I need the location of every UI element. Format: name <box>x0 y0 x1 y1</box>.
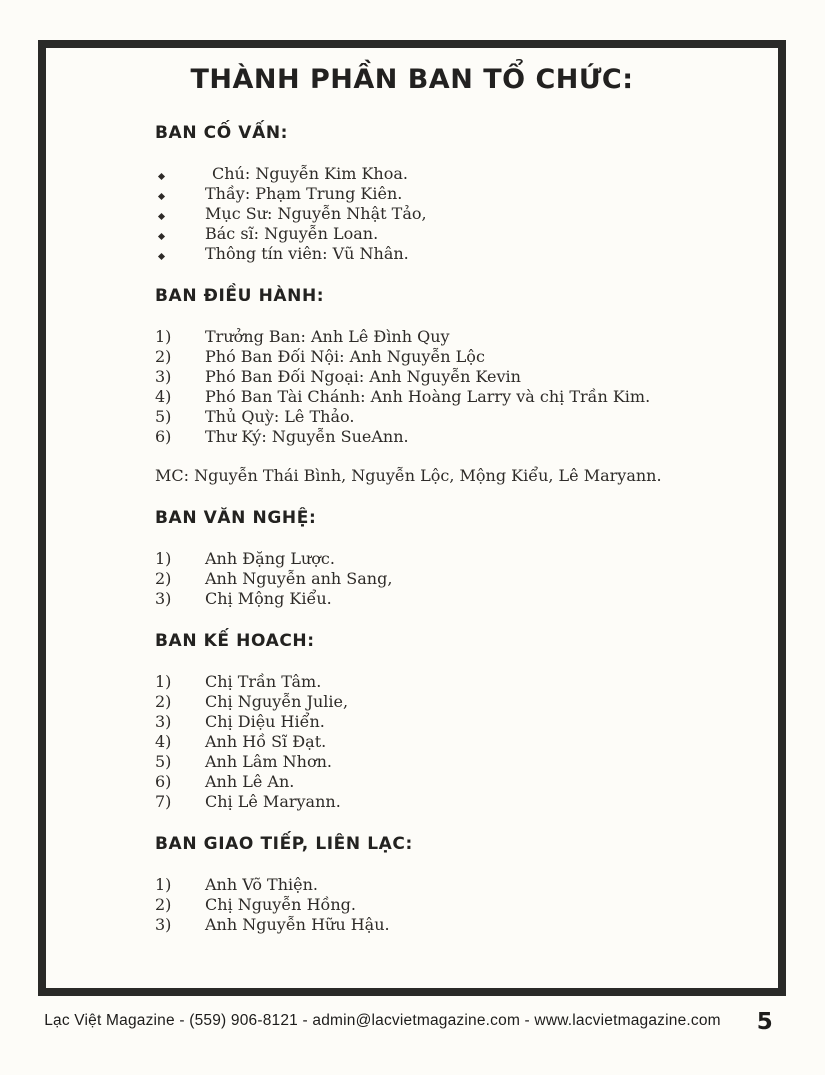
list-item-text: Phó Ban Đối Ngoại: Anh Nguyễn Kevin <box>205 367 521 386</box>
number-marker: 2) <box>155 692 172 711</box>
number-marker: 1) <box>155 875 172 894</box>
list-item-text: Thầy: Phạm Trung Kiên. <box>205 184 403 203</box>
numbered-list <box>155 327 738 447</box>
list-item <box>155 915 738 935</box>
list-item-text: Chị Diệu Hiển. <box>205 712 325 731</box>
list-item <box>155 224 738 244</box>
section-heading: BAN VĂN NGHỆ: <box>155 508 317 528</box>
list-item-text: Chị Nguyễn Hồng. <box>205 895 356 914</box>
sections <box>46 95 778 935</box>
list-item <box>155 752 738 772</box>
section-heading: BAN CỐ VẤN: <box>155 123 289 143</box>
list-item <box>155 387 738 407</box>
list-item <box>155 589 738 609</box>
list-item-text: Anh Võ Thiện. <box>205 875 319 894</box>
number-marker: 2) <box>155 895 172 914</box>
list-item-text: Thư Ký: Nguyễn SueAnn. <box>205 427 409 446</box>
number-marker: 3) <box>155 712 172 731</box>
section-4 <box>155 833 738 935</box>
list-item <box>155 184 738 204</box>
list-item <box>155 244 738 264</box>
numbered-list <box>155 672 738 812</box>
number-marker: 3) <box>155 367 172 386</box>
section-heading: BAN GIAO TIẾP, LIÊN LẠC: <box>155 834 413 854</box>
bullet-marker <box>155 224 205 244</box>
number-marker: 7) <box>155 792 172 811</box>
section-heading: BAN ĐIỀU HÀNH: <box>155 286 325 306</box>
list-item <box>155 672 738 692</box>
bullet-marker <box>155 244 205 264</box>
list-item <box>155 875 738 895</box>
number-marker: 5) <box>155 407 172 426</box>
number-marker: 4) <box>155 387 172 406</box>
list-item <box>155 895 738 915</box>
page-title: THÀNH PHẦN BAN TỔ CHỨC: <box>190 64 634 95</box>
list-item <box>155 692 738 712</box>
list-item <box>155 367 738 387</box>
list-item-text: Thông tín viên: Vũ Nhân. <box>205 244 409 263</box>
list-item-text: Chị Trần Tâm. <box>205 672 322 691</box>
list-item <box>155 327 738 347</box>
list-item-text: Chị Mộng Kiểu. <box>205 589 332 608</box>
bullet-marker <box>155 184 205 204</box>
number-marker: 3) <box>155 915 172 934</box>
list-item <box>155 569 738 589</box>
list-item-text: Anh Hồ Sĩ Đạt. <box>205 732 327 751</box>
list-item-text: Phó Ban Tài Chánh: Anh Hoàng Larry và chị Trần Kim. <box>205 387 651 406</box>
list-item-text: Chị Nguyễn Julie, <box>205 692 349 711</box>
list-item-text: Anh Lê An. <box>205 772 295 791</box>
bullet-icon <box>158 253 165 260</box>
footer-contact-line: Lạc Việt Magazine - (559) 906-8121 - admin@lacvietmagazine.com - www.lacvietmagazine.com <box>44 1012 721 1029</box>
section-3 <box>155 630 738 812</box>
list-item-text: Anh Nguyễn Hữu Hậu. <box>205 915 390 934</box>
list-item <box>155 792 738 812</box>
numbered-list <box>155 875 738 935</box>
number-marker: 1) <box>155 327 172 346</box>
list-item-text: Thủ Quỳ: Lê Thảo. <box>205 407 355 426</box>
number-marker: 6) <box>155 772 172 791</box>
list-item <box>155 407 738 427</box>
bullet-icon <box>158 213 165 220</box>
section-2 <box>155 507 738 609</box>
list-item <box>155 732 738 752</box>
section-1 <box>155 285 738 486</box>
bullet-marker <box>155 204 205 224</box>
mc-note: MC: Nguyễn Thái Bình, Nguyễn Lộc, Mộng Kiểu, Lê Maryann. <box>155 466 662 485</box>
number-marker: 6) <box>155 427 172 446</box>
list-item-text: Trưởng Ban: Anh Lê Đình Quy <box>205 327 450 346</box>
list-item-text: Anh Nguyễn anh Sang, <box>205 569 393 588</box>
bullet-icon <box>158 233 165 240</box>
number-marker: 3) <box>155 589 172 608</box>
number-marker: 5) <box>155 752 172 771</box>
list-item <box>155 164 738 184</box>
list-item <box>155 204 738 224</box>
number-marker: 1) <box>155 672 172 691</box>
page-number: 5 <box>756 1009 773 1035</box>
number-marker: 2) <box>155 569 172 588</box>
number-marker: 2) <box>155 347 172 366</box>
number-marker: 1) <box>155 549 172 568</box>
bullet-list <box>155 164 738 264</box>
list-item-text: Chú: Nguyễn Kim Khoa. <box>212 164 408 183</box>
numbered-list <box>155 549 738 609</box>
bullet-icon <box>158 193 165 200</box>
list-item-text: Phó Ban Đối Nội: Anh Nguyễn Lộc <box>205 347 485 366</box>
bullet-icon <box>158 173 165 180</box>
number-marker: 4) <box>155 732 172 751</box>
list-item-text: Anh Lâm Nhơn. <box>205 752 332 771</box>
list-item <box>155 772 738 792</box>
section-heading: BAN KẾ HOACH: <box>155 631 315 651</box>
list-item <box>155 427 738 447</box>
page-footer <box>0 1009 825 1035</box>
list-item <box>155 712 738 732</box>
page-border-frame <box>38 40 786 996</box>
list-item-text: Anh Đặng Lược. <box>205 549 335 568</box>
list-item-text: Mục Sư: Nguyễn Nhật Tảo, <box>205 204 427 223</box>
list-item-text: Bác sĩ: Nguyễn Loan. <box>205 224 379 243</box>
bullet-marker <box>155 164 205 184</box>
list-item <box>155 549 738 569</box>
section-0 <box>155 122 738 264</box>
list-item <box>155 347 738 367</box>
list-item-text: Chị Lê Maryann. <box>205 792 341 811</box>
